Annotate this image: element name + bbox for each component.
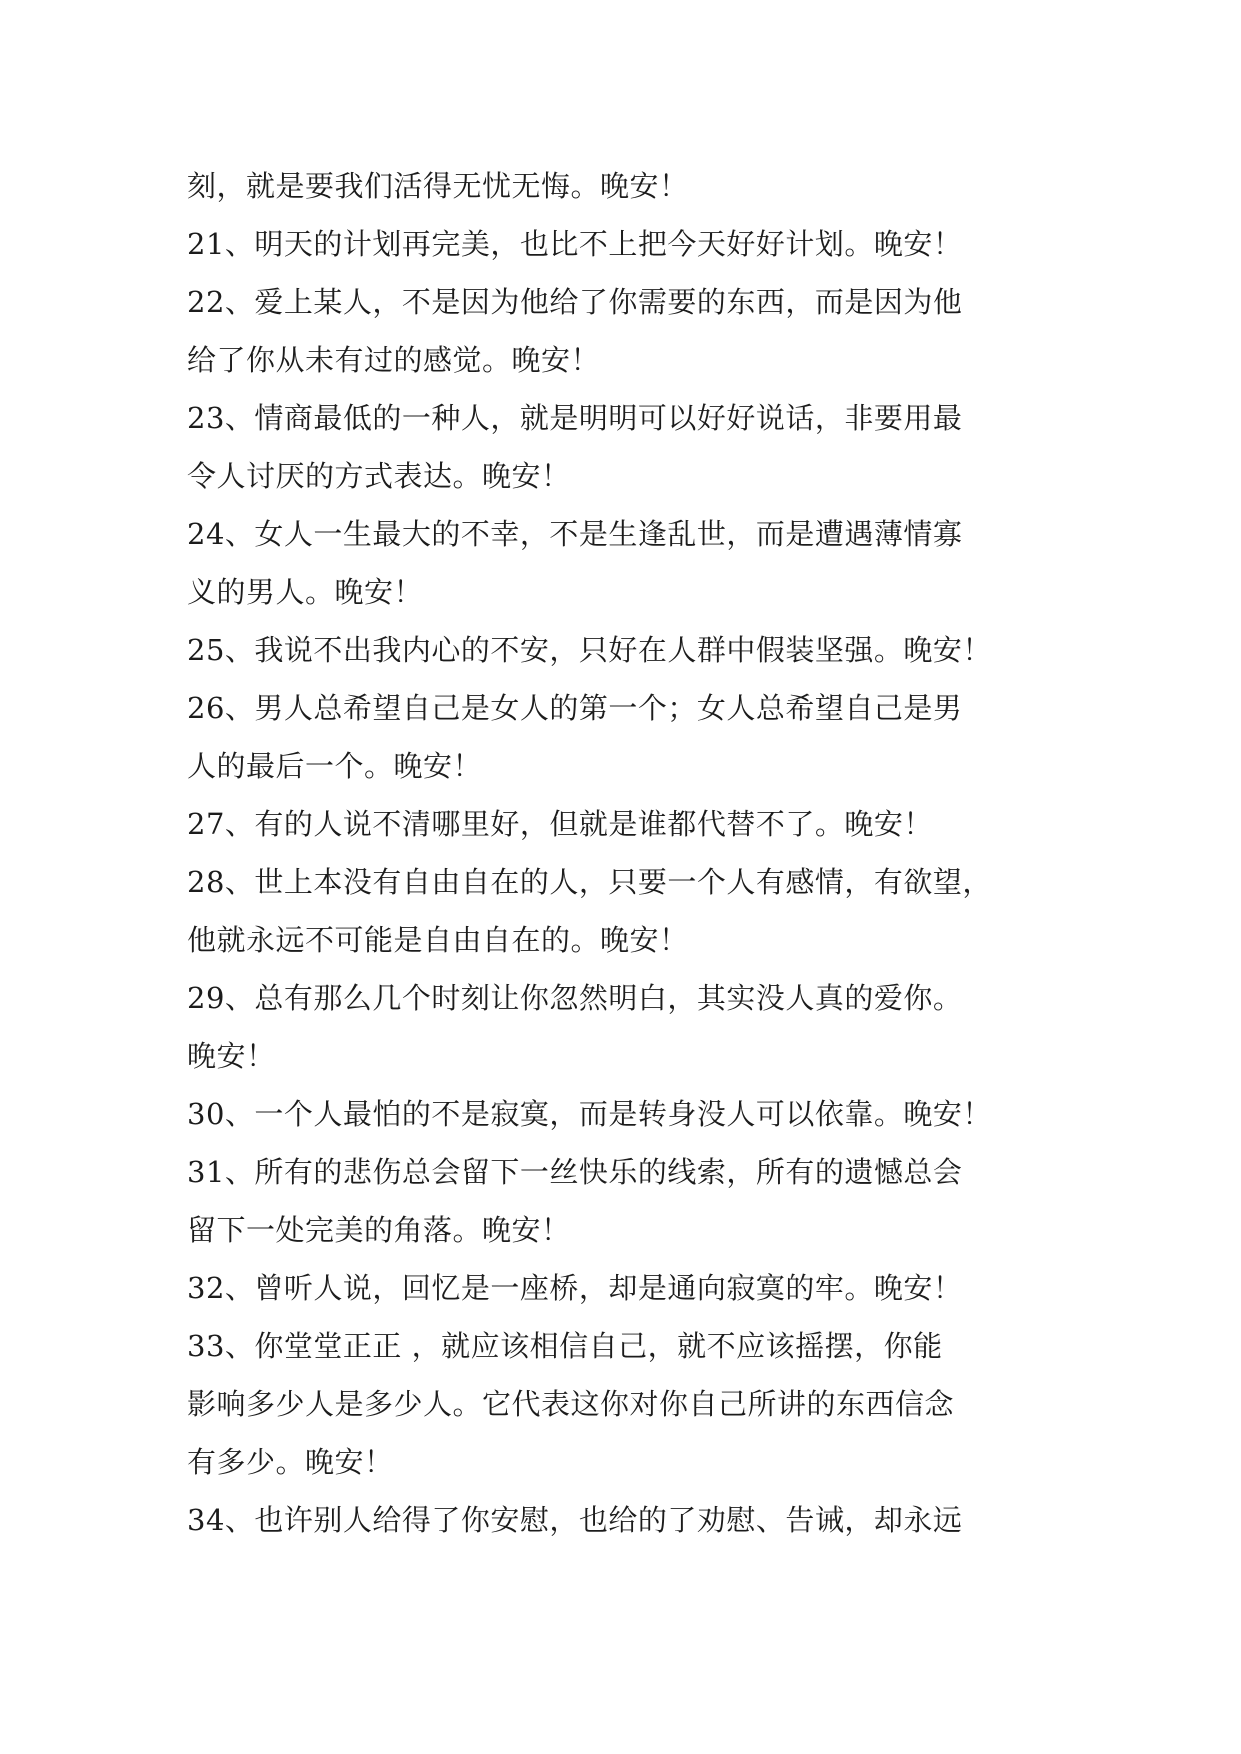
text-line: 30、一个人最怕的不是寂寞，而是转身没人可以依靠。晚安！ xyxy=(187,1097,992,1131)
text-line: 28、世上本没有自由自在的人，只要一个人有感情，有欲望， xyxy=(187,865,992,899)
text-line: 22、爱上某人，不是因为他给了你需要的东西，而是因为他 xyxy=(187,285,963,319)
text-body xyxy=(187,157,1077,1549)
text-line: 有多少。晚安！ xyxy=(187,1445,394,1479)
text-line: 影响多少人是多少人。它代表这你对你自己所讲的东西信念 xyxy=(187,1387,955,1421)
text-line: 他就永远不可能是自由自在的。晚安！ xyxy=(187,923,689,957)
text-line: 留下一处完美的角落。晚安！ xyxy=(187,1213,571,1247)
text-line: 给了你从未有过的感觉。晚安！ xyxy=(187,343,601,377)
text-line: 26、男人总希望自己是女人的第一个；女人总希望自己是男 xyxy=(187,691,963,725)
text-line: 21、明天的计划再完美，也比不上把今天好好计划。晚安！ xyxy=(187,227,963,261)
text-line: 晚安！ xyxy=(187,1039,276,1073)
text-line: 31、所有的悲伤总会留下一丝快乐的线索，所有的遗憾总会 xyxy=(187,1155,963,1189)
text-line: 义的男人。晚安！ xyxy=(187,575,424,609)
text-line: 令人讨厌的方式表达。晚安！ xyxy=(187,459,571,493)
text-line: 刻，就是要我们活得无忧无悔。晚安！ xyxy=(187,169,689,203)
text-line: 25、我说不出我内心的不安，只好在人群中假装坚强。晚安！ xyxy=(187,633,992,667)
text-line: 24、女人一生最大的不幸，不是生逢乱世，而是遭遇薄情寡 xyxy=(187,517,963,551)
text-line: 32、曾听人说，回忆是一座桥，却是通向寂寞的牢。晚安！ xyxy=(187,1271,963,1305)
text-line: 人的最后一个。晚安！ xyxy=(187,749,483,783)
text-line: 33、你堂堂正正 ，就应该相信自己，就不应该摇摆，你能 xyxy=(187,1329,943,1363)
text-line: 27、有的人说不清哪里好，但就是谁都代替不了。晚安！ xyxy=(187,807,933,841)
text-line: 34、也许别人给得了你安慰，也给的了劝慰、告诫，却永远 xyxy=(187,1503,963,1537)
text-line: 23、情商最低的一种人，就是明明可以好好说话，非要用最 xyxy=(187,401,963,435)
text-line: 29、总有那么几个时刻让你忽然明白，其实没人真的爱你。 xyxy=(187,981,963,1015)
